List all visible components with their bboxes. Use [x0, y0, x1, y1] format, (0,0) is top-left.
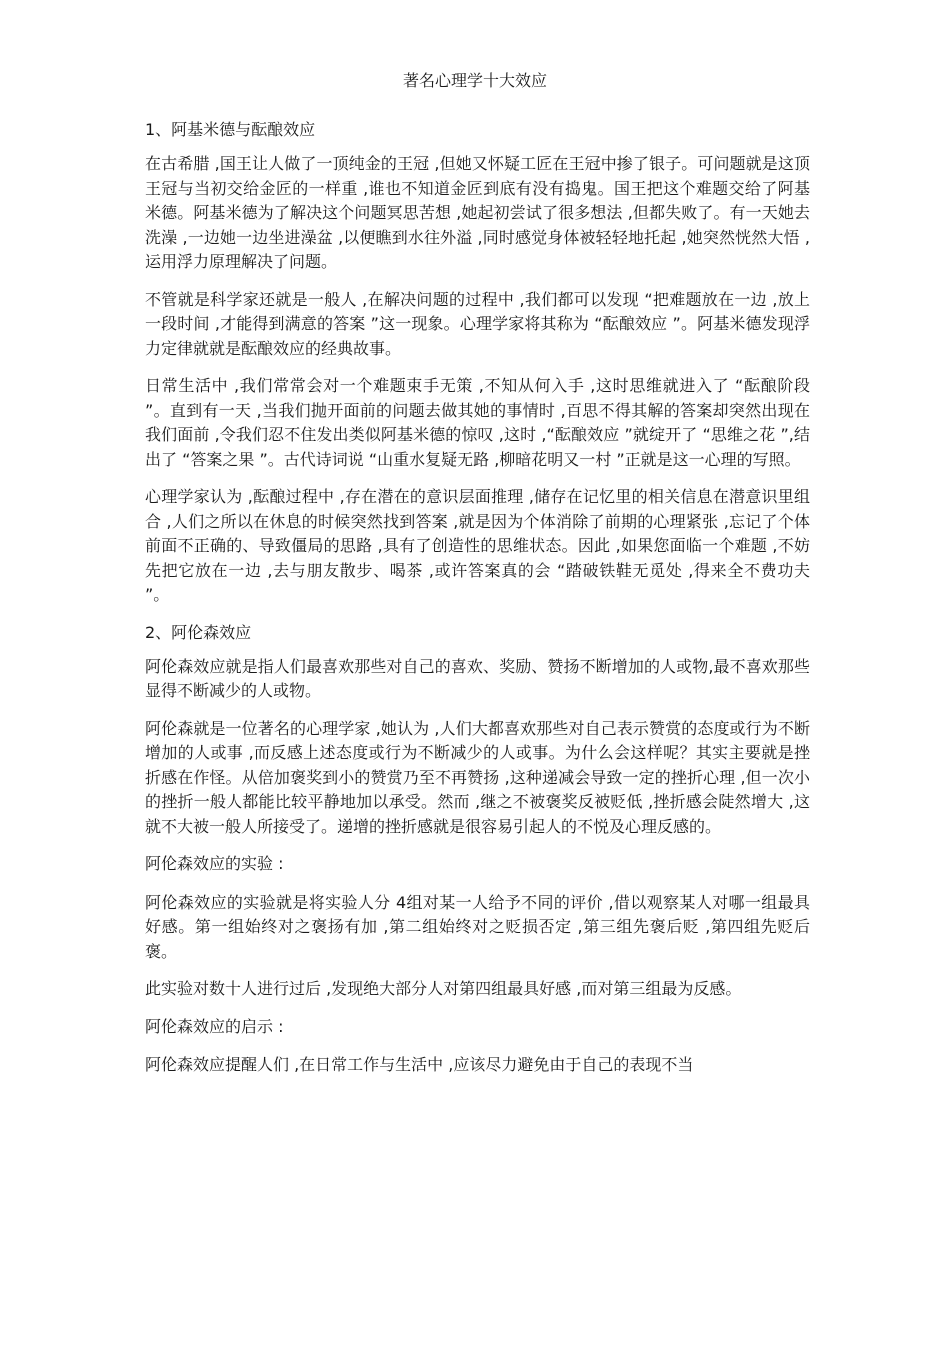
- paragraph: 不管就是科学家还就是一般人 ,在解决问题的过程中 ,我们都可以发现 “把难题放在一边 ,放上一段时间 ,才能得到满意的答案 ”这一现象。心理学家将其称为 “酝酿效应 ”。阿基米德发现浮力定律就就是酝酿效应的经典故事。: [145, 289, 810, 358]
- section-heading: 1、阿基米德与酝酿效应: [145, 120, 316, 139]
- paragraph: 阿伦森效应就是指人们最喜欢那些对自己的喜欢、奖励、赞扬不断增加的人或物,最不喜欢那些显得不断减少的人或物。: [145, 656, 810, 700]
- section-heading: 2、阿伦森效应: [145, 622, 252, 642]
- paragraph: 心理学家认为 ,酝酿过程中 ,存在潜在的意识层面推理 ,储存在记忆里的相关信息在潜意识里组合 ,人们之所以在休息的时候突然找到答案 ,就是因为个体消除了前期的心理紧张 ,忘记了个体前面不正确的、导致僵局的思路 ,具有了创造性的思维状态。因此 ,如果您面临一个难题 ,不妨先把它放在一边 ,去与朋友散步、喝茶 ,或许答案真的会 “踏破铁鞋无觅处 ,得来全不费功夫 ”。: [145, 487, 810, 604]
- document-title: 著名心理学十大效应: [402, 71, 547, 90]
- paragraph: 阿伦森效应的实验就是将实验人分 4组对某一人给予不同的评价 ,借以观察某人对哪一组最具好感。第一组始终对之褒扬有加 ,第二组始终对之贬损否定 ,第三组先褒后贬 ,第四组先贬后褒。: [145, 892, 810, 961]
- paragraph: 日常生活中 ,我们常常会对一个难题束手无策 ,不知从何入手 ,这时思维就进入了 “酝酿阶段 ”。直到有一天 ,当我们抛开面前的问题去做其她的事情时 ,百思不得其解的答案却突然出现在我们面前 ,令我们忍不住发出类似阿基米德的惊叹 ,这时 ,“酝酿效应 ”就绽开了 “思维之花 ”,结出了 “答案之果 ”。古代诗词说 “山重水复疑无路 ,柳暗花明又一村 ”正就是这一心理的写照。: [145, 376, 810, 469]
- document-body: [145, 118, 810, 1091]
- paragraph: 此实验对数十人进行过后 ,发现绝大部分人对第四组最具好感 ,而对第三组最为反感。: [145, 979, 742, 998]
- paragraph: 阿伦森效应提醒人们 ,在日常工作与生活中 ,应该尽力避免由于自己的表现不当: [145, 1055, 694, 1074]
- paragraph: 在古希腊 ,国王让人做了一顶纯金的王冠 ,但她又怀疑工匠在王冠中掺了银子。可问题就是这顶王冠与当初交给金匠的一样重 ,谁也不知道金匠到底有没有捣鬼。国王把这个难题交给了阿基米德。阿基米德为了解决这个问题冥思苦想 ,她起初尝试了很多想法 ,但都失败了。有一天她去洗澡 ,一边她一边坐进澡盆 ,以便瞧到水往外溢 ,同时感觉身体被轻轻地托起 ,她突然恍然大悟 ,运用浮力原理解决了问题。: [145, 154, 810, 271]
- section-archimedes: [145, 118, 810, 608]
- subheading-experiment: 阿伦森效应的实验 :: [145, 854, 284, 873]
- section-aronson: [145, 621, 810, 1078]
- paragraph: 阿伦森就是一位著名的心理学家 ,她认为 ,人们大都喜欢那些对自己表示赞赏的态度或行为不断增加的人或事 ,而反感上述态度或行为不断减少的人或事。为什么会这样呢？其实主要就是挫折感在作怪。从倍加褒奖到小的赞赏乃至不再赞扬 ,这种递减会导致一定的挫折心理 ,但一次小的挫折一般人都能比较平静地加以承受。然而 ,继之不被褒奖反被贬低 ,挫折感会陡然增大 ,这就不大被一般人所接受了。递增的挫折感就是很容易引起人的不悦及心理反感的。: [145, 718, 810, 836]
- subheading-insight: 阿伦森效应的启示 :: [145, 1016, 284, 1036]
